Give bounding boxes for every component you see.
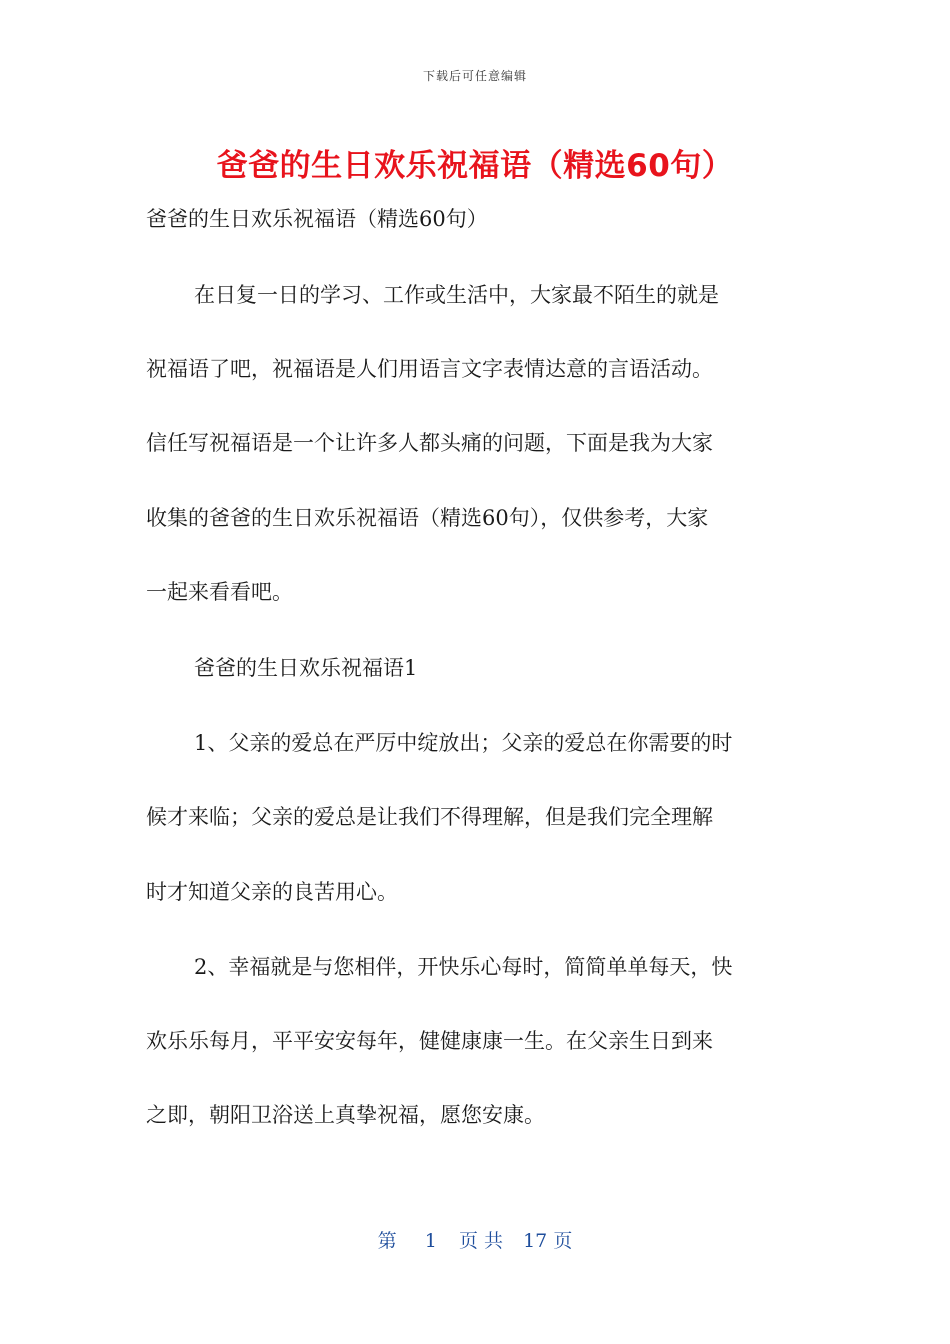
item-2-line-2: 欢乐乐每月，平平安安每年，健健康康一生。在父亲生日到来	[146, 1029, 713, 1053]
intro-line-5: 一起来看看吧。	[146, 580, 293, 604]
intro-line-1: 在日复一日的学习、工作或生活中，大家最不陌生的就是	[194, 283, 719, 307]
item-2-line-1: 2、幸福就是与您相伴，开快乐心每时，简简单单每天，快	[194, 955, 733, 979]
current-page-number: 1	[424, 1230, 437, 1252]
item-1-line-3: 时才知道父亲的良苦用心。	[146, 880, 398, 904]
page-footer	[0, 1226, 950, 1253]
page-footer-middle: 页 共	[458, 1230, 503, 1252]
item-1-line-1: 1、父亲的爱总在严厉中绽放出；父亲的爱总在你需要的时	[194, 731, 733, 755]
header-note: 下载后可任意编辑	[422, 69, 527, 83]
section-heading: 爸爸的生日欢乐祝福语1	[194, 656, 418, 680]
item-1-line-2: 候才来临；父亲的爱总是让我们不得理解，但是我们完全理解	[146, 805, 713, 829]
intro-line-2: 祝福语了吧，祝福语是人们用语言文字表情达意的言语活动。	[146, 357, 713, 381]
page-footer-prefix: 第	[377, 1230, 397, 1252]
total-pages-number: 17	[523, 1230, 548, 1252]
document-title: 爸爸的生日欢乐祝福语（精选60句）	[216, 148, 734, 184]
page-footer-suffix: 页	[553, 1230, 573, 1252]
subtitle: 爸爸的生日欢乐祝福语（精选60句）	[146, 207, 488, 231]
intro-line-4: 收集的爸爸的生日欢乐祝福语（精选60句），仅供参考，大家	[146, 506, 709, 530]
item-2-line-3: 之即，朝阳卫浴送上真挚祝福，愿您安康。	[146, 1103, 545, 1127]
intro-line-3: 信任写祝福语是一个让许多人都头痛的问题，下面是我为大家	[146, 431, 713, 455]
